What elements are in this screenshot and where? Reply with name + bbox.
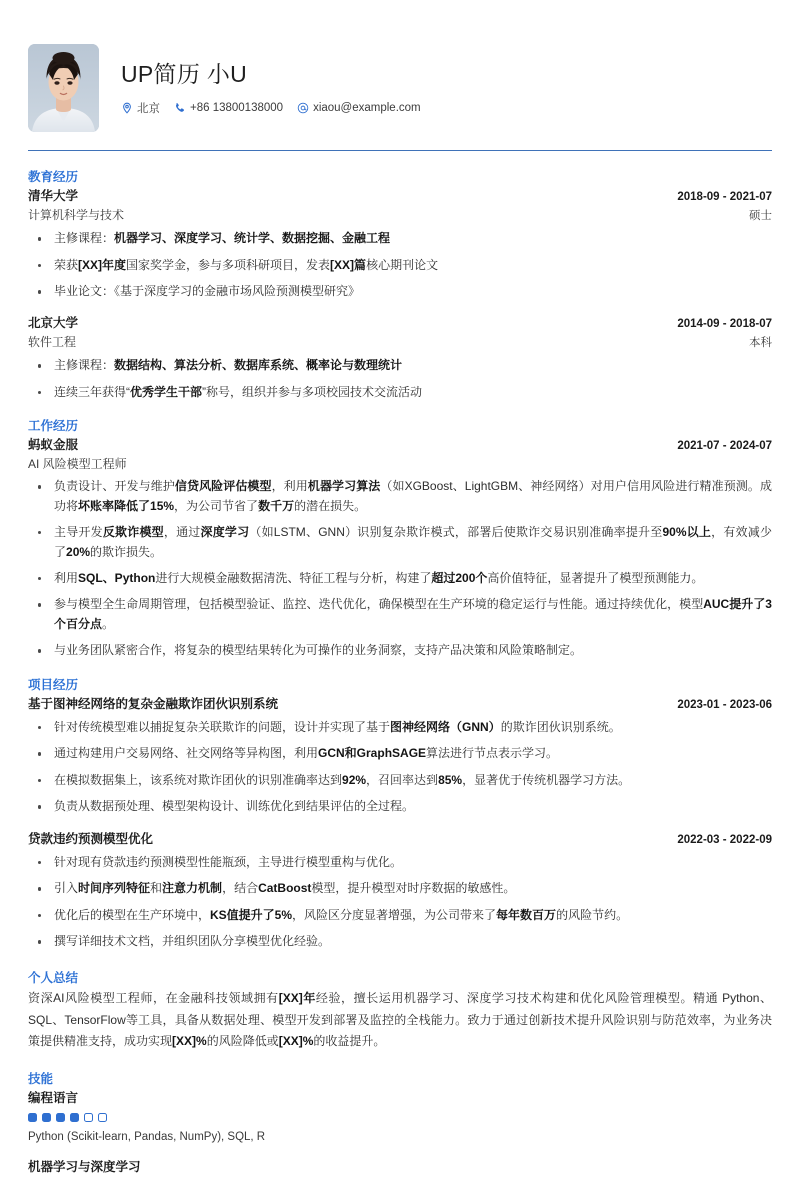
skill-detail: Python (Scikit-learn, Pandas, NumPy), SQL, R bbox=[28, 1131, 266, 1144]
email-at-icon bbox=[297, 102, 309, 114]
list-item: 引入时间序列特征和注意力机制，结合CatBoost模型，提升模型对时序数据的敏感性。 bbox=[28, 879, 772, 898]
skill-dot bbox=[42, 1113, 51, 1122]
work-company: 蚂蚁金服 bbox=[28, 437, 79, 452]
education-date: 2018-09 - 2021-07 bbox=[677, 190, 772, 203]
skill-name: 机器学习与深度学习 bbox=[28, 1160, 141, 1175]
skill-dot bbox=[56, 1113, 65, 1122]
skill-item bbox=[28, 1158, 772, 1177]
education-school: 北京大学 bbox=[28, 315, 79, 330]
list-item: 主修课程：机器学习、深度学习、统计学、数据挖掘、金融工程 bbox=[28, 229, 772, 248]
list-item: 参与模型全生命周期管理，包括模型验证、监控、迭代优化，确保模型在生产环境的稳定运行与性能。通过持续优化，模型AUC提升了3个百分点。 bbox=[28, 595, 772, 634]
contact-email bbox=[297, 102, 421, 114]
project-date: 2022-03 - 2022-09 bbox=[677, 833, 772, 846]
project-entry bbox=[28, 695, 772, 817]
list-item: 主导开发反欺诈模型，通过深度学习（如LSTM、GNN）识别复杂欺诈模式，部署后使欺诈交易识别准确率提升至90%以上，有效减少了20%的欺诈损失。 bbox=[28, 523, 772, 562]
education-bullets bbox=[28, 229, 772, 301]
list-item: 撰写详细技术文档，并组织团队分享模型优化经验。 bbox=[28, 932, 772, 951]
list-item: 毕业论文：《基于深度学习的金融市场风险预测模型研究》 bbox=[28, 282, 772, 301]
education-degree: 本科 bbox=[749, 336, 772, 349]
education-date: 2014-09 - 2018-07 bbox=[677, 317, 772, 330]
work-entry bbox=[28, 436, 772, 661]
list-item: 荣获[XX]年度国家奖学金，参与多项科研项目，发表[XX]篇核心期刊论文 bbox=[28, 256, 772, 275]
skill-dot bbox=[28, 1113, 37, 1122]
contact-phone bbox=[174, 102, 283, 114]
list-item: 在模拟数据集上，该系统对欺诈团伙的识别准确率达到92%，召回率达到85%，显著优于传统机器学习方法。 bbox=[28, 771, 772, 790]
education-major: 计算机科学与技术 bbox=[28, 208, 125, 223]
project-bullets bbox=[28, 853, 772, 952]
list-item: 负责设计、开发与维护信贷风险评估模型，利用机器学习算法（如XGBoost、LightGBM、神经网络）对用户信用风险进行精准预测。成功将坏账率降低了15%，为公司节省了数千万的潜在损失。 bbox=[28, 477, 772, 516]
avatar bbox=[28, 44, 99, 132]
section-education bbox=[28, 169, 772, 402]
section-projects bbox=[28, 677, 772, 952]
education-degree: 硕士 bbox=[749, 210, 772, 223]
location-pin-icon bbox=[121, 102, 133, 114]
project-name: 基于图神经网络的复杂金融欺诈团伙识别系统 bbox=[28, 696, 279, 711]
project-name: 贷款违约预测模型优化 bbox=[28, 831, 154, 846]
section-work bbox=[28, 418, 772, 661]
list-item: 主修课程：数据结构、算法分析、数据库系统、概率论与数理统计 bbox=[28, 356, 772, 375]
education-bullets bbox=[28, 356, 772, 402]
education-major: 软件工程 bbox=[28, 334, 77, 349]
section-skills bbox=[28, 1071, 772, 1178]
list-item: 与业务团队紧密合作，将复杂的模型结果转化为可操作的业务洞察，支持产品决策和风险策略制定。 bbox=[28, 641, 772, 660]
list-item: 负责从数据预处理、模型架构设计、训练优化到结果评估的全过程。 bbox=[28, 797, 772, 816]
section-title-skills: 技能 bbox=[28, 1071, 54, 1086]
contact-location bbox=[121, 100, 160, 116]
section-title-work: 工作经历 bbox=[28, 419, 79, 434]
section-title-summary: 个人总结 bbox=[28, 970, 79, 985]
work-role: AI 风险模型工程师 bbox=[28, 457, 127, 472]
skill-item bbox=[28, 1089, 772, 1146]
page-title: UP简历 小U bbox=[121, 61, 248, 88]
project-entry bbox=[28, 830, 772, 952]
list-item: 针对现有贷款违约预测模型性能瓶颈，主导进行模型重构与优化。 bbox=[28, 853, 772, 872]
contact-phone-text: +86 13800138000 bbox=[190, 101, 284, 114]
summary-text: 资深AI风险模型工程师，在金融科技领域拥有[XX]年经验，擅长运用机器学习、深度学习技术构建和优化风险管理模型。精通 Python、SQL、TensorFlow等工具，具备从数据处理、模型开发到部署及监控的全栈能力。致力于通过创新技术提升风险识别与防范效率，为业务决策提供精准支持，成功实现[XX]%的风险降低或[XX]%的收益提升。 bbox=[28, 991, 772, 1049]
section-summary bbox=[28, 970, 772, 1053]
project-date: 2023-01 - 2023-06 bbox=[677, 698, 772, 711]
contact-email-text: xiaou@example.com bbox=[313, 101, 421, 114]
list-item: 优化后的模型在生产环境中，KS值提升了5%，风险区分度显著增强，为公司带来了每年数百万的风险节约。 bbox=[28, 906, 772, 925]
education-school: 清华大学 bbox=[28, 188, 79, 203]
contact-list bbox=[121, 100, 772, 116]
section-title-education: 教育经历 bbox=[28, 170, 79, 184]
header-divider bbox=[28, 150, 772, 151]
skill-name: 编程语言 bbox=[28, 1091, 79, 1106]
phone-icon bbox=[174, 102, 186, 114]
section-title-projects: 项目经历 bbox=[28, 677, 79, 692]
skill-dot bbox=[98, 1113, 107, 1122]
list-item: 通过构建用户交易网络、社交网络等异构图，利用GCN和GraphSAGE算法进行节点表示学习。 bbox=[28, 744, 772, 763]
identity-block bbox=[121, 60, 772, 116]
education-entry bbox=[28, 314, 772, 402]
resume-header bbox=[28, 28, 772, 150]
skill-level-dots bbox=[28, 1113, 772, 1122]
project-bullets bbox=[28, 718, 772, 817]
skill-dot bbox=[84, 1113, 93, 1122]
contact-location-text: 北京 bbox=[137, 102, 160, 115]
list-item: 连续三年获得“优秀学生干部”称号，组织并参与多项校园技术交流活动 bbox=[28, 383, 772, 402]
list-item: 利用SQL、Python进行大规模金融数据清洗、特征工程与分析，构建了超过200个高价值特征，显著提升了模型预测能力。 bbox=[28, 569, 772, 588]
education-entry bbox=[28, 187, 772, 302]
work-bullets bbox=[28, 477, 772, 661]
work-date: 2021-07 - 2024-07 bbox=[677, 439, 772, 452]
skill-dot bbox=[70, 1113, 79, 1122]
list-item: 针对传统模型难以捕捉复杂关联欺诈的问题，设计并实现了基于图神经网络（GNN）的欺诈团伙识别系统。 bbox=[28, 718, 772, 737]
